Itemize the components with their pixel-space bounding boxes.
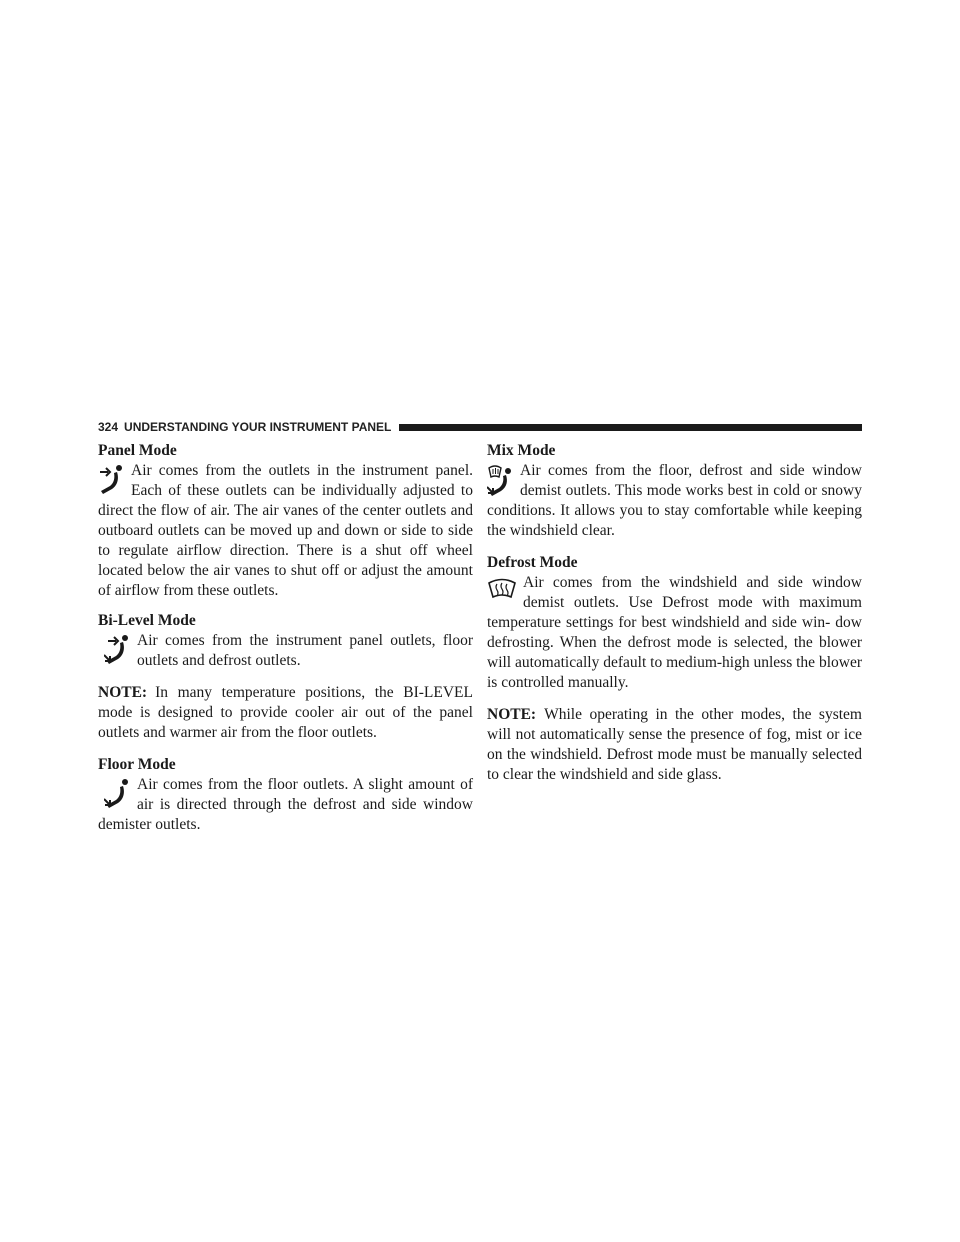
bi-level-mode-text: Air comes from the instrument panel outlets, floor outlets and defrost outlets.: [137, 632, 473, 669]
panel-mode-heading: Panel Mode: [98, 442, 177, 459]
mix-mode-section: [487, 441, 862, 541]
defrost-mode-section: [487, 553, 862, 693]
section-title: UNDERSTANDING YOUR INSTRUMENT PANEL: [124, 420, 392, 434]
page-number: 324: [98, 420, 119, 434]
defrost-mode-icon: [487, 577, 517, 601]
note-label: NOTE:: [98, 684, 148, 701]
floor-mode-section: [98, 755, 473, 835]
left-column: [98, 441, 473, 845]
note-text: In many temperature positions, the BI-LEVEL mode is designed to provide cooler air out of the panel outlets and warmer air from the floor outlets.: [98, 684, 473, 741]
panel-mode-text: Air comes from the outlets in the instrument panel. Each of these outlets can be individually adjusted to direct the flow of air. The air vanes of the center outlets and outboard outlets can be moved up and down or side to side to regulate airflow direction. There is a shut off wheel located below the air vanes to shut off or adjust the amount of airflow from these outlets.: [98, 462, 473, 599]
mix-mode-text: Air comes from the floor, defrost and side window demist outlets. This mode works best in cold or snowy conditions. It allows you to stay comfortable while keeping the windshield clear.: [487, 462, 862, 539]
defrost-mode-heading: Defrost Mode: [487, 554, 578, 571]
note-text: While operating in the other modes, the system will not automatically sense the presence of fog, mist or ice on the windshield. Defrost mode must be manually selected to clear the windshield and side glass.: [487, 706, 862, 783]
panel-mode-icon: [98, 463, 125, 499]
bi-level-mode-icon: [104, 633, 131, 669]
page-header: [98, 420, 862, 434]
bi-level-mode-section: [98, 611, 473, 671]
header-rule: [399, 424, 862, 431]
floor-mode-heading: Floor Mode: [98, 756, 176, 773]
note-label: NOTE:: [487, 706, 537, 723]
floor-mode-text: Air comes from the floor outlets. A slight amount of air is directed through the defrost and side window demister outlets.: [98, 776, 473, 833]
mix-mode-icon: [487, 463, 514, 499]
mix-mode-heading: Mix Mode: [487, 442, 556, 459]
right-column: [487, 441, 862, 795]
panel-mode-section: [98, 441, 473, 601]
floor-mode-icon: [104, 777, 131, 813]
note-defrost: [487, 705, 862, 785]
defrost-mode-text: Air comes from the windshield and side window demist outlets. Use Defrost mode with maximum temperature settings for best windshield and side win- dow defrosting. When the defrost mode is selected, the blower will automatically default to medium-high unless the blower is controlled manually.: [487, 574, 862, 691]
bi-level-mode-heading: Bi-Level Mode: [98, 612, 196, 629]
note-bi-level: [98, 683, 473, 743]
